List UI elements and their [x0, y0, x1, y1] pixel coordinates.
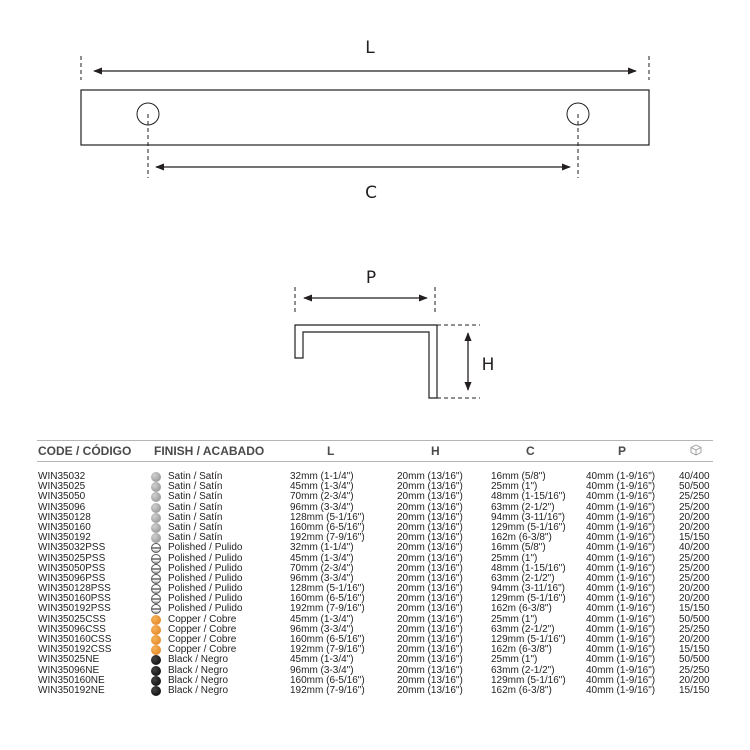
satin-finish-swatch: [151, 503, 161, 513]
cell-h: 20mm (13/16"): [397, 674, 463, 686]
cell-code: WIN35096: [38, 501, 86, 513]
cell-l: 45mm (1-3/4"): [290, 481, 354, 493]
cell-c: 162m (6-3/8"): [491, 684, 552, 696]
cell-l: 45mm (1-3/4"): [290, 613, 354, 625]
cell-c: 16mm (5/8"): [491, 471, 546, 482]
cell-p: 40mm (1-9/16"): [586, 532, 656, 544]
cell-l: 160mm (6-5/16"): [290, 593, 365, 605]
cell-finish: Satin / Satín: [168, 532, 223, 544]
polished-finish-swatch: [151, 543, 161, 553]
length-label: L: [365, 38, 375, 58]
cell-c: 25mm (1"): [491, 613, 538, 625]
cell-code: WIN35096PSS: [38, 572, 106, 584]
cell-c: 162m (6-3/8"): [491, 644, 552, 656]
cell-finish: Black / Negro: [168, 664, 229, 676]
cell-l: 96mm (3-3/4"): [290, 501, 354, 513]
cell-pack: 15/150: [679, 532, 710, 544]
cell-finish: Copper / Cobre: [168, 644, 237, 656]
cell-p: 40mm (1-9/16"): [586, 562, 656, 574]
black-finish-swatch: [151, 686, 161, 696]
box-icon: [690, 444, 702, 459]
satin-finish-swatch: [151, 523, 161, 533]
cell-l: 192mm (7-9/16"): [290, 532, 365, 544]
cell-c: 25mm (1"): [491, 654, 538, 666]
cell-pack: 50/500: [679, 654, 710, 666]
cell-c: 16mm (5/8"): [491, 542, 546, 554]
cell-c: 129mm (5-1/16"): [491, 634, 566, 645]
cell-pack: 20/200: [679, 634, 710, 645]
cell-code: WIN35096CSS: [38, 623, 106, 635]
cell-h: 20mm (13/16"): [397, 491, 463, 503]
polished-finish-swatch: [151, 604, 161, 614]
cell-l: 96mm (3-3/4"): [290, 623, 354, 635]
cell-l: 70mm (2-3/4"): [290, 562, 354, 574]
cell-code: WIN350192NE: [38, 684, 105, 696]
cell-finish: Polished / Pulido: [168, 572, 243, 584]
cell-l: 45mm (1-3/4"): [290, 552, 354, 564]
cell-p: 40mm (1-9/16"): [586, 644, 656, 656]
height-dimension: [437, 325, 494, 398]
cell-h: 20mm (13/16"): [397, 684, 463, 696]
cell-l: 96mm (3-3/4"): [290, 664, 354, 676]
length-dimension: [81, 38, 649, 80]
cell-code: WIN350192: [38, 532, 91, 544]
projection-label: P: [365, 268, 377, 288]
cell-c: 25mm (1"): [491, 481, 538, 493]
cell-p: 40mm (1-9/16"): [586, 481, 656, 493]
cell-pack: 15/150: [679, 684, 710, 696]
cell-code: WIN35025PSS: [38, 552, 106, 564]
cell-code: WIN350128PSS: [38, 583, 111, 595]
height-label: H: [481, 355, 495, 375]
cell-l: 192mm (7-9/16"): [290, 644, 365, 656]
cell-pack: 25/200: [679, 501, 710, 513]
cell-code: WIN35032: [38, 471, 86, 482]
cell-l: 160mm (6-5/16"): [290, 521, 365, 533]
cell-p: 40mm (1-9/16"): [586, 623, 656, 635]
cell-h: 20mm (13/16"): [397, 562, 463, 574]
cell-code: WIN35025: [38, 481, 86, 493]
cell-h: 20mm (13/16"): [397, 634, 463, 645]
spec-table: [37, 440, 713, 696]
table-row: [37, 543, 713, 553]
cell-c: 129mm (5-1/16"): [491, 674, 566, 686]
cell-h: 20mm (13/16"): [397, 501, 463, 513]
cell-finish: Polished / Pulido: [168, 562, 243, 574]
col-code-header: CODE / CÓDIGO: [38, 444, 132, 458]
cell-l: 96mm (3-3/4"): [290, 572, 354, 584]
projection-dimension: [295, 268, 435, 312]
col-finish-header: FINISH / ACABADO: [154, 444, 265, 458]
center-label: C: [365, 183, 377, 203]
cell-finish: Copper / Cobre: [168, 623, 237, 635]
cell-finish: Satin / Satín: [168, 511, 223, 523]
polished-finish-swatch: [151, 564, 161, 574]
cell-h: 20mm (13/16"): [397, 623, 463, 635]
cell-c: 129mm (5-1/16"): [491, 521, 566, 533]
cell-h: 20mm (13/16"): [397, 603, 463, 615]
col-l-header: L: [327, 444, 335, 458]
cell-l: 160mm (6-5/16"): [290, 634, 365, 645]
cell-c: 63mm (2-1/2"): [491, 501, 555, 513]
cell-p: 40mm (1-9/16"): [586, 583, 656, 595]
cell-h: 20mm (13/16"): [397, 471, 463, 482]
table-body: [37, 472, 713, 696]
cell-h: 20mm (13/16"): [397, 511, 463, 523]
cell-p: 40mm (1-9/16"): [586, 572, 656, 584]
cell-pack: 20/200: [679, 521, 710, 533]
cell-c: 63mm (2-1/2"): [491, 664, 555, 676]
cell-finish: Satin / Satín: [168, 471, 223, 482]
handle-top-view: [81, 90, 649, 145]
cell-code: WIN35050: [38, 491, 86, 503]
cell-code: WIN350160: [38, 521, 91, 533]
cell-pack: 25/200: [679, 562, 710, 574]
cell-h: 20mm (13/16"): [397, 552, 463, 564]
cell-p: 40mm (1-9/16"): [586, 552, 656, 564]
table-row: [37, 686, 713, 696]
satin-finish-swatch: [151, 472, 161, 482]
copper-finish-swatch: [151, 635, 161, 645]
cell-finish: Copper / Cobre: [168, 634, 237, 645]
cell-p: 40mm (1-9/16"): [586, 471, 656, 482]
cell-code: WIN350128: [38, 511, 91, 523]
cell-pack: 20/200: [679, 583, 710, 595]
cell-p: 40mm (1-9/16"): [586, 684, 656, 696]
table-header: [37, 440, 713, 462]
cell-code: WIN350160CSS: [38, 634, 112, 645]
cell-finish: Satin / Satín: [168, 521, 223, 533]
cell-pack: 25/200: [679, 552, 710, 564]
polished-finish-swatch: [151, 594, 161, 604]
cell-h: 20mm (13/16"): [397, 481, 463, 493]
cell-finish: Polished / Pulido: [168, 552, 243, 564]
cell-code: WIN350160NE: [38, 674, 105, 686]
satin-finish-swatch: [151, 482, 161, 492]
col-h-header: H: [431, 444, 440, 458]
cell-pack: 20/200: [679, 674, 710, 686]
cell-h: 20mm (13/16"): [397, 572, 463, 584]
handle-side-profile: [295, 325, 437, 398]
cell-finish: Polished / Pulido: [168, 583, 243, 595]
cell-h: 20mm (13/16"): [397, 532, 463, 544]
copper-finish-swatch: [151, 645, 161, 655]
cell-p: 40mm (1-9/16"): [586, 664, 656, 676]
polished-finish-swatch: [151, 574, 161, 584]
cell-l: 128mm (5-1/16"): [290, 511, 365, 523]
cell-c: 48mm (1-15/16"): [491, 562, 566, 574]
cell-p: 40mm (1-9/16"): [586, 491, 656, 503]
cell-code: WIN350192PSS: [38, 603, 111, 615]
copper-finish-swatch: [151, 625, 161, 635]
cell-l: 128mm (5-1/16"): [290, 583, 365, 595]
cell-l: 32mm (1-1/4"): [290, 542, 354, 554]
cell-pack: 20/200: [679, 593, 710, 605]
cell-code: WIN35050PSS: [38, 562, 106, 574]
black-finish-swatch: [151, 655, 161, 665]
cell-p: 40mm (1-9/16"): [586, 501, 656, 513]
cell-l: 160mm (6-5/16"): [290, 674, 365, 686]
cell-pack: 25/250: [679, 491, 710, 503]
cell-p: 40mm (1-9/16"): [586, 613, 656, 625]
copper-finish-swatch: [151, 615, 161, 625]
cell-c: 162m (6-3/8"): [491, 532, 552, 544]
cell-c: 94mm (3-11/16"): [491, 583, 565, 595]
cell-h: 20mm (13/16"): [397, 521, 463, 533]
cell-c: 63mm (2-1/2"): [491, 623, 555, 635]
cell-pack: 25/250: [679, 623, 710, 635]
cell-pack: 50/500: [679, 613, 710, 625]
cell-finish: Black / Negro: [168, 654, 229, 666]
cell-p: 40mm (1-9/16"): [586, 654, 656, 666]
cell-pack: 25/250: [679, 664, 710, 676]
cell-finish: Polished / Pulido: [168, 542, 243, 554]
cell-h: 20mm (13/16"): [397, 654, 463, 666]
cell-finish: Copper / Cobre: [168, 613, 237, 625]
cell-l: 32mm (1-1/4"): [290, 471, 354, 482]
cell-h: 20mm (13/16"): [397, 664, 463, 676]
cell-h: 20mm (13/16"): [397, 644, 463, 656]
cell-code: WIN35096NE: [38, 664, 100, 676]
cell-code: WIN35025CSS: [38, 613, 106, 625]
cell-c: 162m (6-3/8"): [491, 603, 552, 615]
cell-h: 20mm (13/16"): [397, 613, 463, 625]
col-p-header: P: [618, 444, 627, 458]
satin-finish-swatch: [151, 513, 161, 523]
cell-code: WIN350160PSS: [38, 593, 111, 605]
cell-p: 40mm (1-9/16"): [586, 603, 656, 615]
cell-p: 40mm (1-9/16"): [586, 634, 656, 645]
cell-finish: Satin / Satín: [168, 491, 223, 503]
cell-l: 192mm (7-9/16"): [290, 603, 365, 615]
cell-finish: Polished / Pulido: [168, 603, 243, 615]
cell-p: 40mm (1-9/16"): [586, 593, 656, 605]
cell-code: WIN350192CSS: [38, 644, 112, 656]
cell-c: 48mm (1-15/16"): [491, 491, 566, 503]
cell-finish: Satin / Satín: [168, 481, 223, 493]
cell-h: 20mm (13/16"): [397, 583, 463, 595]
cell-pack: 25/200: [679, 572, 710, 584]
cell-p: 40mm (1-9/16"): [586, 542, 656, 554]
cell-l: 45mm (1-3/4"): [290, 654, 354, 666]
polished-finish-swatch: [151, 554, 161, 564]
cell-code: WIN35025NE: [38, 654, 100, 666]
cell-finish: Black / Negro: [168, 674, 229, 686]
satin-finish-swatch: [151, 492, 161, 502]
cell-pack: 40/400: [679, 471, 710, 482]
cell-pack: 20/200: [679, 511, 710, 523]
cell-finish: Black / Negro: [168, 684, 229, 696]
cell-p: 40mm (1-9/16"): [586, 511, 656, 523]
cell-c: 94mm (3-11/16"): [491, 511, 565, 523]
cell-c: 129mm (5-1/16"): [491, 593, 566, 605]
cell-pack: 50/500: [679, 481, 710, 493]
cell-code: WIN35032PSS: [38, 542, 106, 554]
cell-c: 25mm (1"): [491, 552, 538, 564]
cell-finish: Polished / Pulido: [168, 593, 243, 605]
polished-finish-swatch: [151, 584, 161, 594]
satin-finish-swatch: [151, 533, 161, 543]
black-finish-swatch: [151, 676, 161, 686]
cell-c: 63mm (2-1/2"): [491, 572, 555, 584]
col-c-header: C: [526, 444, 535, 458]
cell-pack: 15/150: [679, 644, 710, 656]
cell-p: 40mm (1-9/16"): [586, 521, 656, 533]
cell-l: 192mm (7-9/16"): [290, 684, 365, 696]
cell-pack: 15/150: [679, 603, 710, 615]
black-finish-swatch: [151, 666, 161, 676]
cell-h: 20mm (13/16"): [397, 542, 463, 554]
cell-finish: Satin / Satín: [168, 501, 223, 513]
cell-p: 40mm (1-9/16"): [586, 674, 656, 686]
cell-h: 20mm (13/16"): [397, 593, 463, 605]
cell-pack: 40/200: [679, 542, 710, 554]
cell-l: 70mm (2-3/4"): [290, 491, 354, 503]
